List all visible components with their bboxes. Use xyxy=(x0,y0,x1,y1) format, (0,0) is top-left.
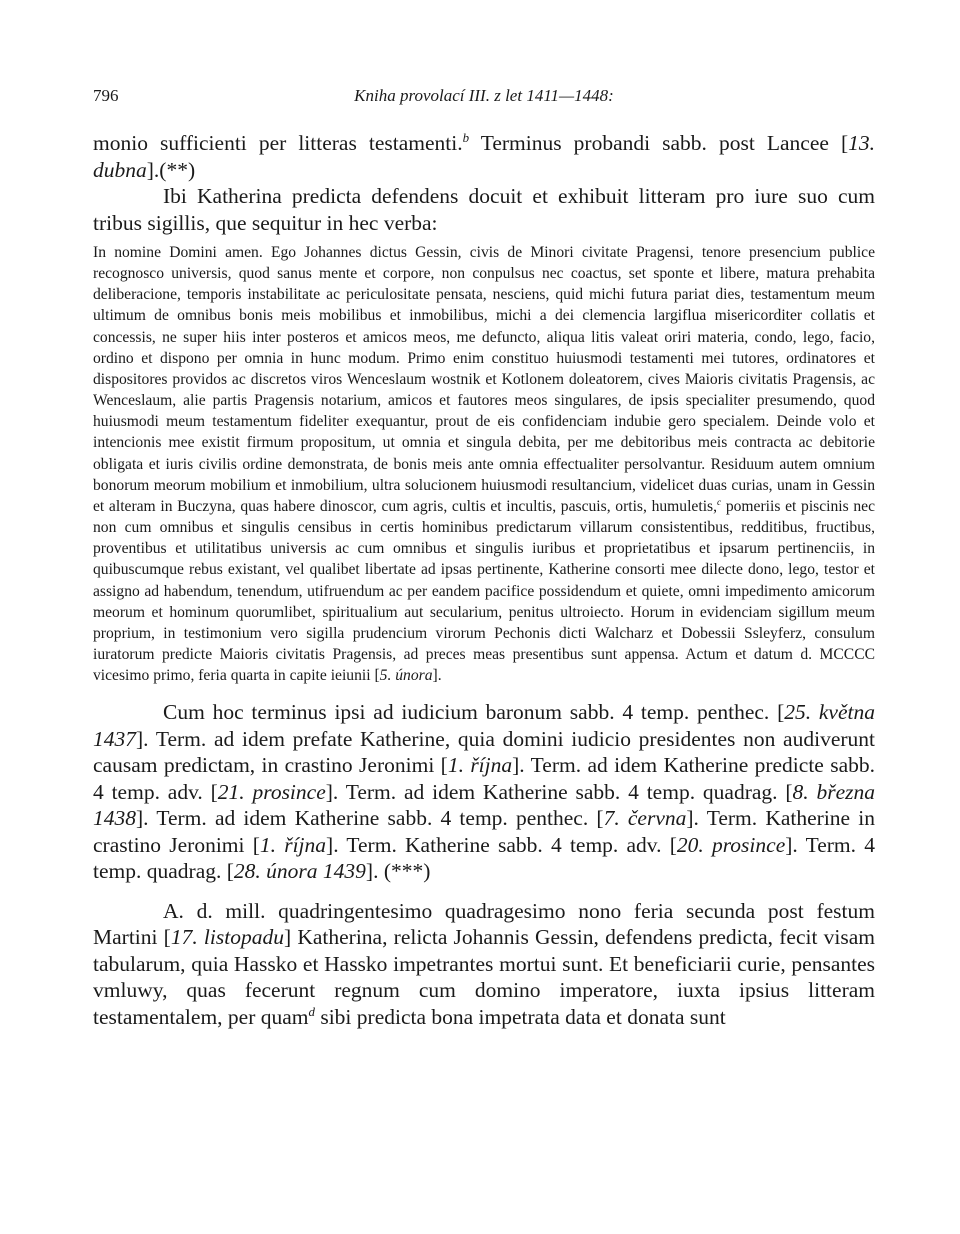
editorial-date: 7. června xyxy=(603,806,687,831)
text-run: ]. xyxy=(432,667,442,685)
text-run: Cum hoc terminus ipsi ad iudicium baronum sabb. 4 temp. penthec. [ xyxy=(163,700,785,725)
text-run: ]. Term. ad idem Katherine predicte sabb. 4 temp. adv. [ xyxy=(93,753,875,804)
running-title: Kniha provolací III. z let 1411—1448: xyxy=(354,86,614,105)
text-run: ]. Term. ad idem Katherine sabb. 4 temp. quadrag. [ xyxy=(325,779,793,804)
footnote-mark: d xyxy=(308,1004,315,1019)
paragraph-continuation xyxy=(93,130,875,183)
text-run: ]. Term. ad idem prefate Katherine, quia domini iudicio presidentes non audiverunt causam predictam, in crastino Jeronimi [ xyxy=(93,726,875,778)
page-header xyxy=(93,86,875,112)
page-number: 796 xyxy=(93,86,119,105)
editorial-date: 1. října xyxy=(447,753,513,778)
editorial-date: 20. prosince xyxy=(676,832,786,857)
charter-text xyxy=(93,242,875,686)
paragraph-terms xyxy=(93,699,875,885)
text-run: ]. Term. 4 temp. quadrag. [ xyxy=(93,832,875,884)
text-run: In nomine Domini amen. Ego Johannes dictus Gessin, civis de Minori civitate Pragensi, tenore presencium publice recognosco universis, quod sanus mente et corpore, non conpulsus nec coactus, set sponte et libere, matura prehabita deliberacione, temporis instabilitate ac periculositate pensata, nesciens, quid michi futura pariat dies, testamentum meum ultimum de omnibus bonis meis mobilibus et inmobilibus, michi a dei clemencia largiflua misericorditer collatis et concessis, ne super hiis inter posteros et amicos meos, me defuncto, aliqua litis valeat oriri materia, condo, lego, facio, ordino et dispono per omnia in hunc modum. Primo enim constituo huiusmodi testamenti mei tutores, ordinatores et dispositores providos ac discretos viros Wenceslaum wostnik et Kotlonem doleatorem, cives Maioris civitatis Pragensis, ac Wenceslaum, alie partis Pragensis notarium, amicos et fautores meos singulares, de ipsis specialiter presumendo, quod huiusmodi meum testamentum fideliter exequantur, prout de eis confidenciam indubie gero specialem. Deinde volo et intencionis mee existit firmum propositum, ut omnia et singula debita, per me debitoribus meis contracta ac debitorie obligata et iuris civilis ordine demonstrata, de bonis meis ante omnia effectualiter persolvantur. Residuum autem omnium bonorum meorum mobilium et inmobilium, ultra solucionem huiusmodi resultancium, videlicet duas curias, unam in Gessin et alteram in Buczyna, quas habere dinoscor, cum agris, cultis et incultis, pascuis, ortis, humuletis, xyxy=(93,244,875,515)
editorial-date: 13. dubna xyxy=(93,131,875,182)
editorial-date: 25. května 1437 xyxy=(93,700,875,751)
text-run: ] Katherina, relicta Johannis Gessin, defendens predicta, fecit visam tabularum, quia Hassko et Hassko impetrantes mortui sunt. Et beneficiarii curie, pensantes vmluwy, quas fecerunt regnum cum domino imperatore, iuxta ipsius litteram testamentalem, per quam xyxy=(93,925,875,1029)
text-run: monio sufficienti per litteras testamenti. xyxy=(93,131,463,155)
editorial-date: 5. února xyxy=(379,667,433,685)
text-run: ].(**) xyxy=(146,157,196,182)
text-run: ]. Term. Katherine sabb. 4 temp. adv. [ xyxy=(326,832,677,857)
editorial-date: 28. února 1439 xyxy=(233,859,366,884)
editorial-date: 17. listopadu xyxy=(170,925,284,950)
text-run: ]. Term. Katherine in crastino Jeronimi [ xyxy=(93,806,875,857)
footnote-mark: b xyxy=(462,130,470,145)
editorial-date: 8. března 1438 xyxy=(93,779,875,831)
body-text xyxy=(93,130,875,1030)
text-run: ]. (***) xyxy=(365,859,431,884)
text-run: A. d. mill. quadringentesimo quadragesimo nono feria secunda post festum Martini [ xyxy=(93,898,875,950)
footnote-mark: c xyxy=(717,497,722,508)
text-run: pomeriis et piscinis nec non cum omnibus et singulis censibus in certis hominibus predictarum villarum consistentibus, redditibus, fructibus, proventibus et utilitatibus universis ac cum omnibus et singulis iuribus et proprietatibus et ipsarum pertinenciis, in quibuscumque rebus existant, vel qualibet libertate ad ipsas pertinente, Katherine consorti mee dilecte dono, lego, testor et assigno ad habendum, tenendum, utifruendum ac per eandem pacifice possidendum et quiete, omni impedimento amicorum meorum et hominum quorumlibet, spiritualium aut secularium, penitus ultroiecto. Horum in evidenciam sigillum meum proprium, in testimonium vero sigilla prudencium virorum Pechonis dicti Walcharz et Dobessii Ssleyferz, consulum iuratorum predicte Maioris civitatis Pragensis, ad preces meas presentibus sunt appensa. Actum et datum d. MCCCC vicesimo primo, feria quarta in capite ieiunii [ xyxy=(93,497,875,685)
text-run: Terminus probandi sabb. post Lancee [ xyxy=(469,131,849,155)
paragraph-intro: Ibi Katherina predicta defendens docuit et exhibuit litteram pro iure suo cum tribus sigillis, que sequitur in hec verba: xyxy=(93,184,875,235)
text-run: ]. Term. ad idem Katherine sabb. 4 temp. penthec. [ xyxy=(136,806,604,831)
text-run: sibi predicta bona impetrata data et donata sunt xyxy=(314,1004,726,1029)
paragraph-1449 xyxy=(93,898,875,1031)
editorial-date: 21. prosince xyxy=(217,779,326,804)
editorial-date: 1. října xyxy=(259,832,327,857)
